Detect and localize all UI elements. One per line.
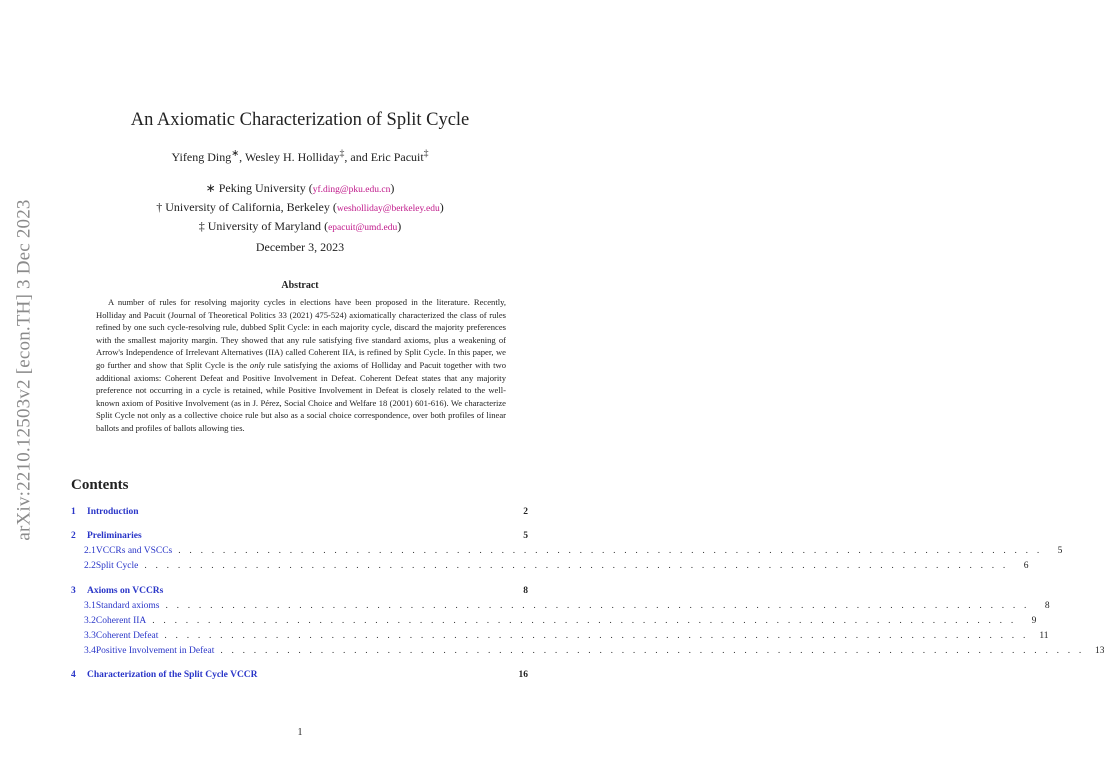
author-separator: , and (344, 150, 371, 164)
affiliation-line: † University of California, Berkeley (wesholliday@berkeley.edu) (156, 200, 444, 214)
contents-heading: Contents (71, 477, 129, 493)
author-name: Wesley H. Holliday (244, 150, 340, 164)
toc-label[interactable]: Coherent Defeat (95, 631, 159, 641)
email-link[interactable]: epacuit@umd.edu (328, 223, 398, 233)
toc-number: 1 (71, 507, 76, 517)
toc-entry-standard-axioms[interactable] (71, 601, 1050, 611)
abstract-text-after: rule satisfying the axioms of Holliday and Pacuit together with two additional axioms: Coherent Defeat and Positive Involvement in Defeat. Coherent Defeat states that any majority preference not occurring in a cycle is retained, while Positive Involvement in Defeat is closely related to the well-known axiom of Positive Involvement (as in J. Pérez, Social Choice and Welfare 18 (2001) 601-616). We characterize Split Cycle not only as a collective choice rule but also as a social choice correspondence, over both profiles of linear ballots and profiles of ballots allowing ties. (96, 359, 506, 433)
affiliation-mark: ∗ (205, 181, 216, 195)
author-line (0, 148, 600, 165)
abstract-text-before: A number of rules for resolving majority cycles in elections have been proposed in the literature. Recently, Holliday and Pacuit (Journal of Theoretical Politics 33 (2021) 475-524) axiomatically characterized the class of rules refined by one such cycle-resolving rule, dubbed Split Cycle: in each majority cycle, discard the majority preferences with the smallest majority margin. They showed that any rule satisfying five standard axioms, plus a weakening of Arrow's Independence of Irrelevant Alternatives (IIA) called Coherent IIA, is refined by Split Cycle. In this paper, we go further and show that Split Cycle is the (96, 297, 506, 370)
email-link[interactable]: yf.ding@pku.edu.cn (312, 185, 391, 195)
toc-number: 3.3 (84, 631, 96, 641)
toc-label[interactable]: Characterization of the Split Cycle VCCR (87, 670, 258, 680)
toc-number: 2.2 (84, 561, 96, 571)
toc-number: 2.1 (84, 546, 96, 556)
toc-entry-coherent-iia[interactable] (71, 616, 1037, 626)
toc-label[interactable]: Introduction (87, 507, 139, 517)
author-name: Eric Pacuit (370, 150, 424, 164)
affiliation-name: University of California, Berkeley (165, 200, 330, 214)
toc-leader-dots: . . . . . . . . . . . . . . . . . . . . . . . . . . . . . . . . . . . . . . . . . . . . . . . . . . . . . . . . . . . . . . . . . . . . . . . . . . . . . . (165, 601, 1030, 611)
affiliation-name: University of Maryland (207, 219, 322, 233)
toc-leader-dots: . . . . . . . . . . . . . . . . . . . . . . . . . . . . . . . . . . . . . . . . . . . . . . . . . . . . . . . . . . . . . . . . . . . . . . . . . . . . . . (164, 631, 1029, 641)
toc-page: 13 (1094, 646, 1104, 656)
email-link[interactable]: wesholliday@berkeley.edu (336, 204, 440, 214)
abstract-text (96, 296, 506, 435)
toc-page: 16 (518, 670, 528, 680)
toc-entry-preliminaries[interactable] (71, 531, 528, 541)
toc-entry-axioms[interactable] (71, 586, 528, 596)
author-mark: ‡ (423, 149, 429, 159)
toc-label[interactable]: Positive Involvement in Defeat (95, 646, 215, 656)
toc-page: 2 (523, 507, 528, 517)
affiliation-name: Peking University (218, 181, 306, 195)
toc-label[interactable]: Standard axioms (95, 601, 160, 611)
toc-page: 11 (1039, 631, 1049, 641)
toc-label[interactable]: Preliminaries (87, 531, 142, 541)
abstract-emphasis: only (249, 359, 265, 370)
toc-entry-introduction[interactable] (71, 507, 528, 517)
toc-label[interactable]: VCCRs and VSCCs (95, 546, 173, 556)
toc-number: 4 (71, 670, 76, 680)
abstract-heading: Abstract (281, 280, 319, 291)
paper-title: An Axiomatic Characterization of Split Cycle (130, 110, 470, 130)
toc-page: 5 (1057, 546, 1063, 556)
affiliation-line: ∗ Peking University (yf.ding@pku.edu.cn) (205, 181, 395, 195)
toc-leader-dots: . . . . . . . . . . . . . . . . . . . . . . . . . . . . . . . . . . . . . . . . . . . . . . . . . . . . . . . . . . . . . . . . . . . . . . . . . . . . . . (152, 616, 1017, 626)
author-separator: , (239, 150, 245, 164)
toc-entry-positive-involvement[interactable] (71, 646, 1104, 656)
toc-label[interactable]: Coherent IIA (95, 616, 147, 626)
affiliations (0, 180, 600, 237)
paper-date: December 3, 2023 (255, 240, 345, 254)
toc-page: 5 (523, 531, 528, 541)
page-number: 1 (297, 727, 303, 738)
author-mark: ∗ (231, 149, 240, 159)
toc-entry-characterization[interactable] (71, 670, 528, 680)
toc-entry-split-cycle[interactable] (71, 561, 1029, 571)
toc-page: 9 (1031, 616, 1037, 626)
toc-leader-dots: . . . . . . . . . . . . . . . . . . . . . . . . . . . . . . . . . . . . . . . . . . . . . . . . . . . . . . . . . . . . . . . . . . . . . . . . . . . . . . (178, 546, 1043, 556)
toc-entry-coherent-defeat[interactable] (71, 631, 1049, 641)
author-name: Yifeng Ding (171, 150, 232, 164)
toc-entry-vccrs-vsccs[interactable] (71, 546, 1063, 556)
toc-label[interactable]: Axioms on VCCRs (87, 586, 164, 596)
author-mark: ‡ (339, 149, 345, 159)
toc-number: 3.4 (84, 646, 96, 656)
arxiv-identifier: arXiv:2210.12503v2 [econ.TH] 3 Dec 2023 (14, 199, 35, 541)
toc-leader-dots: . . . . . . . . . . . . . . . . . . . . . . . . . . . . . . . . . . . . . . . . . . . . . . . . . . . . . . . . . . . . . . . . . . . . . . . . . . . . . . (144, 561, 1009, 571)
arxiv-sidebar (10, 180, 40, 560)
affiliation-line: ‡ University of Maryland (epacuit@umd.edu) (198, 219, 402, 233)
toc-number: 3.1 (84, 601, 96, 611)
toc-page: 6 (1023, 561, 1029, 571)
toc-page: 8 (523, 586, 528, 596)
toc-number: 3 (71, 586, 76, 596)
affiliation-mark: † (156, 200, 163, 214)
toc-label[interactable]: Split Cycle (95, 561, 139, 571)
affiliation-mark: ‡ (198, 219, 205, 233)
toc-page: 8 (1044, 601, 1050, 611)
toc-number: 3.2 (84, 616, 96, 626)
toc-leader-dots: . . . . . . . . . . . . . . . . . . . . . . . . . . . . . . . . . . . . . . . . . . . . . . . . . . . . . . . . . . . . . . . . . . . . . . . . . . . . . . (220, 646, 1085, 656)
toc-number: 2 (71, 531, 76, 541)
